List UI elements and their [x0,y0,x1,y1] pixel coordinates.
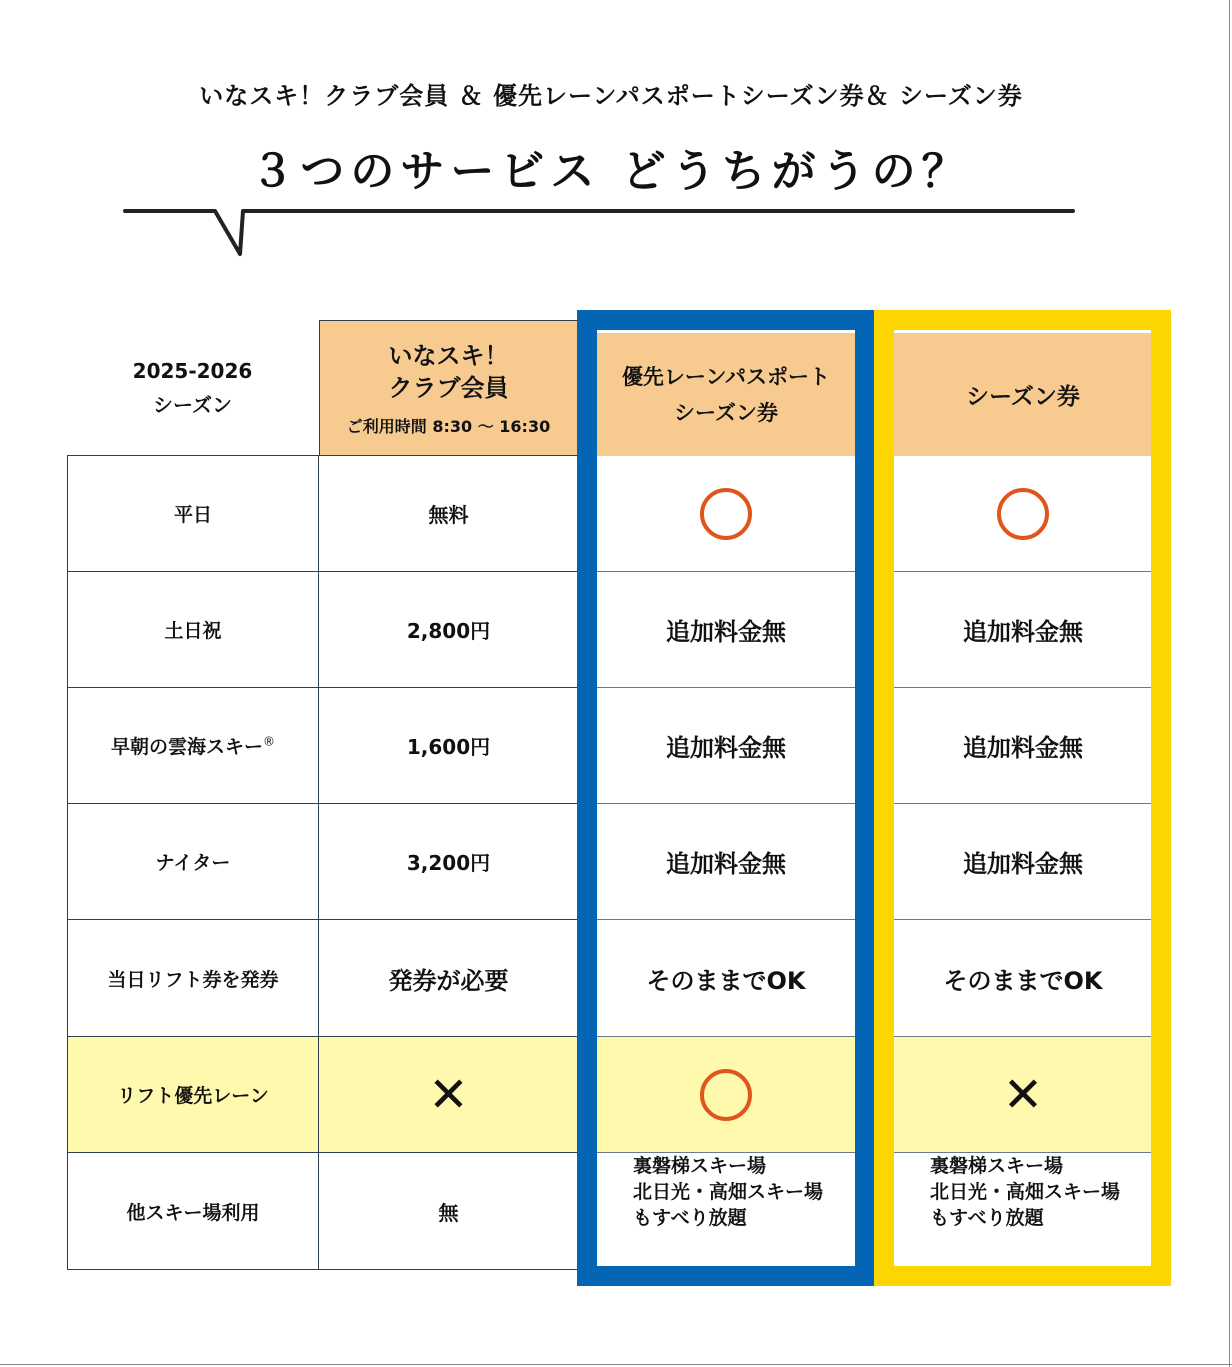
club-ticket-issue [319,920,578,1037]
lane-title-line1: 優先レーンパスポート [621,364,831,389]
cell-value: 無 [438,1200,459,1225]
club-night [319,804,578,920]
club-early-morning [319,688,578,804]
row-label-text: 他スキー場利用 [126,1201,260,1224]
cell-value: そのままでOK [646,966,806,995]
row-label-text: 当日リフト券を発券 [107,968,279,991]
cell-value: 無料 [428,503,469,527]
cross-mark-icon: ✕ [428,1066,469,1123]
season-pass-highlight-frame [874,310,1171,1286]
header-club-member [319,320,578,456]
lane-title-line2: シーズン券 [674,400,778,425]
row-label-ticket-issue [67,920,319,1037]
row-label-other-resorts [67,1153,319,1270]
row-label-text [111,732,275,759]
row-label-main: 早朝の雲海スキー [110,736,263,758]
club-title-line2: クラブ会員 [388,374,509,402]
season-word: シーズン [153,392,232,417]
cell-value: 追加料金無 [666,618,786,646]
season-title: シーズン券 [966,384,1080,410]
page-title: ３つのサービス どうちがうの？ [250,146,972,197]
cell-value: 2,800円 [406,619,491,643]
resort-line: もすべり放題 [633,1207,747,1229]
row-label-weekday [67,455,319,572]
cell-value: 追加料金無 [963,734,1083,762]
cell-value: 追加料金無 [666,734,786,762]
cell-value: 追加料金無 [666,850,786,878]
row-label-text: 土日祝 [164,620,222,642]
row-label-early-morning [67,688,319,804]
resort-line: 北日光・高畑スキー場 [633,1181,824,1203]
season-year: 2025-2026 [132,358,253,383]
cell-value: 3,200円 [406,851,491,875]
registered-mark: ® [263,734,275,749]
cell-value: そのままでOK [943,966,1103,995]
club-priority-lane [319,1037,578,1153]
cell-value: 発券が必要 [388,966,509,995]
cell-value: 追加料金無 [963,850,1083,878]
cross-mark-icon: ✕ [1002,1066,1044,1123]
row-label-night [67,804,319,920]
page-border-bottom [0,1364,1232,1365]
page-subtitle: いなスキ！クラブ会員 ＆ 優先レーンパスポートシーズン券＆ シーズン券 [199,82,1023,110]
resort-line: 裏磐梯スキー場 [930,1155,1064,1177]
club-weekday [319,455,578,572]
resort-line: もすべり放題 [930,1207,1044,1229]
priority-lane-highlight-frame [577,310,875,1286]
cell-value: 追加料金無 [963,618,1083,646]
row-label-text: ナイター [155,852,231,874]
club-title-line1: いなスキ！ [388,342,509,370]
club-hours: ご利用時間 8:30 ～ 16:30 [346,417,551,436]
page-border-right [1229,0,1230,1367]
resort-line: 裏磐梯スキー場 [633,1155,767,1177]
cell-value: 1,600円 [406,735,491,759]
row-label-text: リフト優先レーン [117,1085,269,1107]
club-other-resorts [319,1153,578,1270]
season-label [70,350,315,425]
row-label-weekend [67,572,319,688]
row-label-text: 平日 [173,504,212,526]
row-label-priority-lane [67,1037,319,1153]
speech-bubble-line [120,200,1080,260]
resort-line: 北日光・高畑スキー場 [930,1181,1121,1203]
club-weekend [319,572,578,688]
